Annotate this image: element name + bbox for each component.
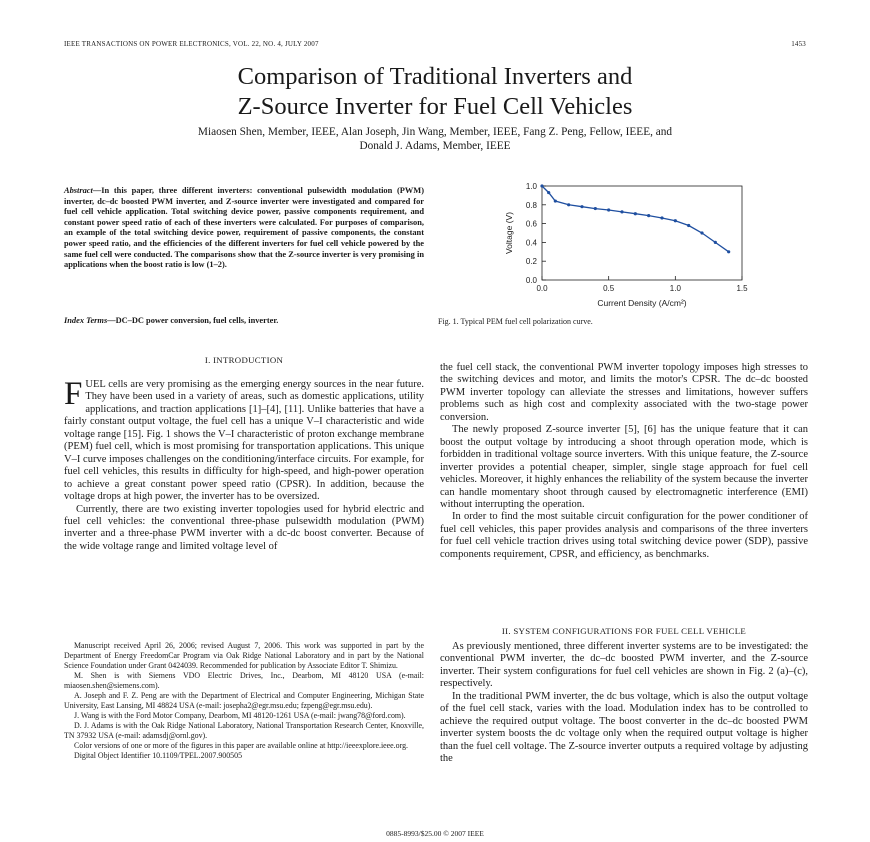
intro-body	[64, 376, 424, 553]
index-terms-text: DC–DC power conversion, fuel cells, inverter.	[115, 316, 279, 325]
data-point	[567, 203, 570, 206]
footnote: Digital Object Identifier 10.1109/TPEL.2007.900505	[74, 751, 243, 760]
copyright-line: 0885-8993/$25.00 © 2007 IEEE	[386, 829, 484, 838]
y-axis-label: Voltage (V)	[504, 211, 514, 255]
y-tick-label: 0.2	[525, 257, 537, 267]
intro-paragraph-2: Currently, there are two existing inverter topologies used for hybrid electric and fuel cell vehicles: the conventional three-phase pulsewidth modulation (PWM) inverter and a three-phase PWM inverter with a dc-dc boost converter. Because of the wide voltage range and limited voltage level of	[64, 503, 424, 552]
plot-frame	[542, 186, 742, 280]
footnote: M. Shen is with Siemens VDO Electric Drives, Inc., Dearbom, MI 48120 USA (e-mail: miaosen.shen@siemens.com).	[64, 671, 424, 690]
data-point	[554, 199, 557, 202]
index-terms-label: Index Terms—	[64, 316, 116, 325]
journal-header: IEEE TRANSACTIONS ON POWER ELECTRONICS, VOL. 22, NO. 4, JULY 2007	[64, 40, 319, 48]
footnote: D. J. Adams is with the Oak Ridge National Laboratory, National Transportation Research Center, Knoxville, TN 37932 USA (e-mail: adamsdj@ornl.gov).	[64, 721, 424, 740]
data-point	[700, 231, 703, 234]
abstract-label: Abstract—	[64, 186, 102, 195]
section-heading-introduction: I. INTRODUCTION	[204, 355, 284, 365]
right-paragraph-1: the fuel cell stack, the conventional PWM inverter topology imposes high stresses to the switching devices and motor, and limits the motor's CPSR. The dc–dc boosted PWM inverter topology can alleviate the stresses and limitations, however suffers problems such as high cost and complexity associated with the two-stage power conversion.	[440, 362, 808, 423]
index-terms	[64, 316, 424, 325]
y-tick-label: 1.0	[525, 182, 537, 191]
right-paragraph-4: As previously mentioned, three different inverter systems are to be investigated: the conventional PWM inverter, the dc–dc boosted PWM inverter, and the Z-source inverter. Their system configurations for fuel cell vehicles are shown in Fig. 2 (a)–(c), respectively.	[440, 641, 808, 690]
footnotes	[64, 641, 424, 761]
footnote: J. Wang is with the Ford Motor Company, Dearbom, MI 48120-1261 USA (e-mail: jwang78@ford.com).	[74, 711, 406, 720]
paper-title-line2: Z-Source Inverter for Fuel Cell Vehicles	[237, 93, 633, 120]
y-tick-label: 0.4	[525, 238, 537, 248]
x-tick-label: 1.5	[736, 284, 748, 293]
data-point	[547, 191, 550, 194]
page-number: 1453	[791, 40, 806, 48]
data-point	[714, 241, 717, 244]
right-column-bottom	[440, 641, 808, 766]
x-tick-label: 1.0	[669, 284, 681, 293]
figure-caption: Fig. 1. Typical PEM fuel cell polarization curve.	[438, 317, 593, 326]
right-paragraph-2: The newly proposed Z-source inverter [5], [6] has the unique feature that it can boost the output voltage by introducing a shoot through operation mode, which is forbidden in traditional voltage source inverters. With this unique feature, the Z-source inverter provides a potential cheaper, simpler, single stage approach for fuel cell vehicles. Moreover, it highly enhances the reliability of the system because the inverter can handle momentary shoot through caused by electromagnetic interference (EMI) without interrupting the operation.	[440, 424, 808, 510]
x-tick-label: 0.0	[536, 284, 548, 293]
data-point	[594, 207, 597, 210]
polarization-curve-chart	[484, 176, 774, 310]
intro-paragraph-1	[64, 376, 424, 504]
data-point	[660, 216, 663, 219]
footnote: A. Joseph and F. Z. Peng are with the Department of Electrical and Computer Engineering, Michigan State University, East Lansing, MI 48824 USA (e-mail: josepha2@egr.msu.edu; fzpeng@egr.msu.edu).	[64, 691, 424, 710]
data-point	[620, 210, 623, 213]
paper-title-line1: Comparison of Traditional Inverters and	[237, 63, 633, 90]
footnote: Color versions of one or more of the figures in this paper are available online at http://ieeexplore.ieee.org.	[74, 741, 408, 750]
drop-cap: F	[64, 376, 83, 412]
data-point	[580, 205, 583, 208]
right-paragraph-5: In the traditional PWM inverter, the dc bus voltage, which is also the output voltage of the fuel cell stack, varies with the load. Modulation index has to be controlled to achieve the required output voltage. The boost converter in the dc–dc boosted PWM inverter system boosts the dc voltage only when the required output voltage is higher than the fuel cell voltage. The Z-source inverter outputs a required voltage by adjusting the	[440, 690, 808, 765]
x-tick-label: 0.5	[603, 284, 615, 293]
intro-paragraph-1-text: UEL cells are very promising as the emerging energy sources in the near future. They have been used in a variety of areas, such as domestic applications, utility applications, and traction applications [1]–[4], [11]. Unlike batteries that have a fairly constant output voltage, the fuel cell has a unique V–I characteristic and wide voltage range [15]. Fig. 1 shows the V–I characteristic of proton exchange membrane (PEM) fuel cell, which is most promising for transportation applications. This unique V–I curve imposes challenges on the conditioning/interface circuits. For example, for fuel cell vehicles, this results in difficulty for high-speed, and high-power operation to achieve a great constant power speed ratio (CPSR). In addition, because the voltage drops at high power, the inverter has to be oversized.	[64, 379, 424, 503]
data-point	[687, 224, 690, 227]
abstract-text: In this paper, three different inverters: conventional pulsewidth modulation (PWM) inverter, dc–dc boosted PWM inverter, and Z-source inverter were investigated and compared for fuel cell vehicle application. Total switching device power, passive components requirement, and constant power speed ratio of each of these inverters were calculated. For purposes of comparison, an example of the total switching device power, requirement of passive components, the constant power speed ratio, and the efficiencies of the different inverters for fuel cell vehicle powered by the same fuel cell were conducted. The comparisons show that the Z-source inverter is very promising in applications when the boost ratio is low (1–2).	[64, 186, 424, 270]
y-tick-label: 0.6	[525, 219, 537, 229]
data-point	[674, 219, 677, 222]
section-heading-system-configurations: II. SYSTEM CONFIGURATIONS FOR FUEL CELL VEHICLE	[501, 626, 747, 636]
abstract	[64, 186, 424, 271]
data-point	[647, 214, 650, 217]
y-tick-label: 0.0	[525, 276, 537, 285]
data-point	[634, 212, 637, 215]
authors-line2: Donald J. Adams, Member, IEEE	[359, 140, 511, 152]
x-axis-label: Current Density (A/cm²)	[597, 298, 687, 308]
right-paragraph-3: In order to find the most suitable circuit configuration for the power conditioner of fuel cell vehicles, this paper provides analysis and comparisons of the three inverters for fuel cell vehicle traction drives using total switching device power (SDP), passive components requirement, CPSR, and efficiency, as benchmarks.	[440, 511, 808, 560]
y-tick-label: 0.8	[525, 200, 537, 210]
right-column-top	[440, 362, 808, 561]
data-point	[540, 184, 543, 187]
data-point	[607, 208, 610, 211]
polarization-curve-line	[542, 186, 729, 252]
footnote: Manuscript received April 26, 2006; revised August 7, 2006. This work was supported in part by the Department of Energy FreedomCar Program via Oak Ridge National Laboratory and in part by the National Science Foundation under Grant 0424039. Recommended for publication by Associate Editor T. Shimizu.	[64, 641, 424, 670]
data-point	[727, 250, 730, 253]
authors-line1: Miaosen Shen, Member, IEEE, Alan Joseph, Jin Wang, Member, IEEE, Fang Z. Peng, Fellow, IEEE, and	[197, 126, 673, 138]
